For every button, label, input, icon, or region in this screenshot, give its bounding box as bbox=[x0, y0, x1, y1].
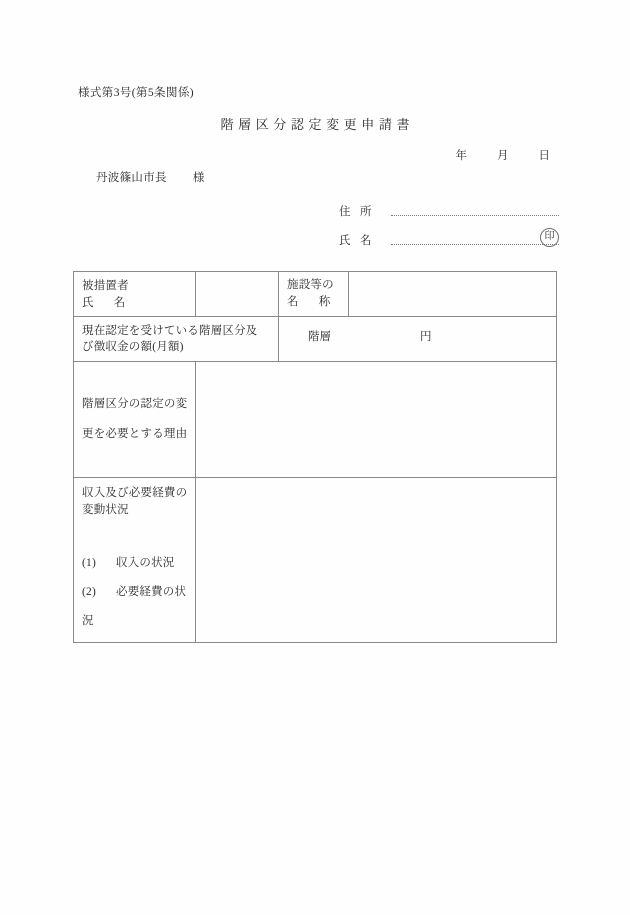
table-row bbox=[74, 362, 557, 478]
facility-name-value-cell[interactable] bbox=[349, 272, 557, 317]
date-line bbox=[0, 147, 558, 163]
date-month-label: 月 bbox=[497, 150, 509, 162]
date-day-label: 日 bbox=[538, 150, 550, 162]
facility-name-label-line1: 施設等の bbox=[287, 279, 334, 291]
change-reason-label-cell bbox=[74, 362, 196, 478]
income-status-item: (1) 収入の状況 bbox=[82, 556, 175, 569]
current-rank-label-line2: び徴収金の額(月額) bbox=[82, 341, 184, 354]
income-change-label-cell bbox=[74, 478, 196, 642]
page-title: 階層区分認定変更申請書 bbox=[220, 117, 415, 132]
change-reason-label-line1: 階層区分の認定の変 bbox=[82, 398, 188, 411]
seal-stamp-icon: 印 bbox=[540, 228, 559, 247]
change-reason-value-cell[interactable] bbox=[196, 362, 557, 478]
current-rank-value-cell[interactable] bbox=[279, 317, 557, 362]
current-rank-label-cell bbox=[74, 317, 279, 362]
address-input-line[interactable] bbox=[391, 203, 559, 216]
expense-status-item: (2) 必要経費の状況 bbox=[82, 586, 187, 628]
recipient-name-value-cell[interactable] bbox=[196, 272, 279, 317]
addressee bbox=[96, 169, 205, 185]
address-field-label: 住 所 bbox=[339, 206, 372, 218]
recipient-name-label-line2: 氏 名 bbox=[82, 296, 126, 309]
form-number: 様式第3号(第5条関係) bbox=[78, 87, 194, 99]
income-change-label-line1: 収入及び必要経費の bbox=[82, 487, 188, 500]
recipient-name-label-cell bbox=[74, 272, 196, 317]
income-change-label-line2: 変動状況 bbox=[82, 504, 129, 517]
name-field-label: 氏 名 bbox=[339, 235, 372, 247]
name-input-line[interactable] bbox=[391, 232, 559, 245]
application-table bbox=[73, 271, 557, 643]
address-field-row bbox=[339, 203, 559, 219]
name-field-row bbox=[339, 228, 559, 248]
table-row bbox=[74, 317, 557, 362]
facility-name-label-line2: 名 称 bbox=[287, 295, 331, 308]
table-row bbox=[74, 272, 557, 317]
addressee-honorific: 様 bbox=[192, 172, 205, 184]
income-change-value-cell[interactable] bbox=[196, 478, 557, 642]
recipient-name-label-line1: 被措置者 bbox=[82, 280, 129, 292]
addressee-name: 丹波篠山市長 bbox=[96, 172, 167, 184]
yen-unit-label: 円 bbox=[420, 331, 432, 344]
change-reason-label-line2: 更を必要とする理由 bbox=[82, 427, 188, 440]
table-row bbox=[74, 478, 557, 642]
date-year-label: 年 bbox=[455, 150, 467, 162]
facility-name-label-cell bbox=[279, 272, 349, 317]
rank-unit-label: 階層 bbox=[308, 331, 331, 344]
current-rank-label-line1: 現在認定を受けている階層区分及 bbox=[82, 325, 258, 338]
